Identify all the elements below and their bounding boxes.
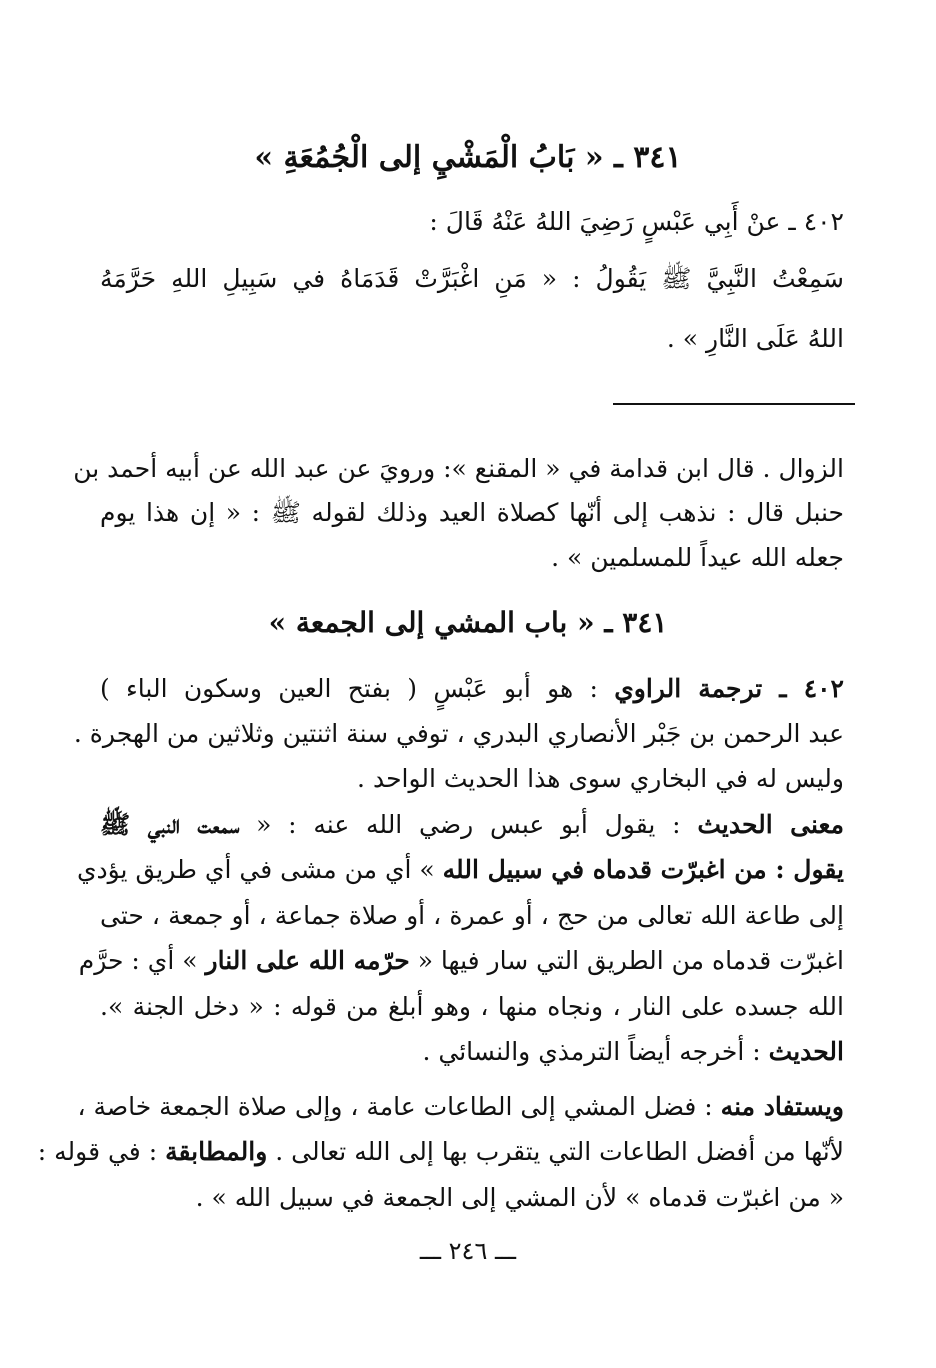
meaning-text-2: » أي من مشى في أي طريق يؤدي	[76, 855, 435, 884]
meaning-text-4c: » أي : حرَّم	[78, 946, 198, 975]
meaning-label: معنى الحديث	[697, 810, 845, 839]
benefit-line-1	[77, 1090, 844, 1124]
benefit-text: : فضل المشي إلى الطاعات عامة ، وإلى صلاة الجمعة خاصة ،	[77, 1092, 713, 1121]
benefit-line-2	[37, 1135, 844, 1169]
meaning-text-4a: اغبرّت قدماه من الطريق التي سار فيها «	[417, 946, 844, 975]
hadith-line-1: ٤٠٢ ـ عنْ أَبِي عَبْسٍ رَضِيَ اللهُ عَنْهُ قَالَ :	[429, 207, 844, 236]
meaning-text: : يقول أبو عبس رضي الله عنه : «	[256, 810, 681, 839]
meaning-line-6	[100, 1035, 844, 1069]
meaning-line-5: الله جسده على النار ، ونجاه منها ، وهو أبلغ من قوله : « دخل الجنة ».	[100, 992, 844, 1021]
hadith-source: : أخرجه أيضاً الترمذي والنسائي .	[422, 1037, 761, 1066]
meaning-line-1	[100, 808, 844, 842]
narrator-line-2: عبد الرحمن بن جَبْر الأنصاري البدري ، توفي سنة اثنتين وثلاثين من الهجرة .	[73, 719, 844, 748]
benefit-text-2c: : في قوله :	[37, 1137, 158, 1166]
commentary-heading: ٣٤١ ـ « باب المشي إلى الجمعة »	[268, 606, 668, 639]
meaning-quote-4: حرّمه الله على النار	[205, 946, 410, 975]
hadith-line-3: اللهُ عَلَى النَّارِ » .	[666, 324, 844, 353]
narrator-line-3: وليس له في البخاري سوى هذا الحديث الواحد .	[357, 764, 844, 793]
meaning-line-3: إلى طاعة الله تعالى من حج ، أو عمرة ، أو صلاة جماعة ، أو جمعة ، حتى	[100, 901, 844, 930]
meaning-line-4	[78, 944, 844, 978]
chapter-heading: ٣٤١ ـ « بَابُ الْمَشْيِ إلى الْجُمُعَةِ »	[254, 140, 682, 175]
footnote-line-1: الزوال . قال ابن قدامة في « المقنع »: ورويَ عن عبد الله عن أبيه أحمد بن	[73, 454, 844, 483]
hadith-label: الحديث	[768, 1037, 844, 1066]
narrator-text: : هو أبو عَبْسٍ ( بفتح العين وسكون الباء )	[100, 674, 598, 703]
footnote-line-2: حنبل قال : نذهب إلى أنّها كصلاة العيد وذلك لقوله ﷺ : « إن هذا يوم	[100, 498, 844, 527]
meaning-quote: سمعت النبي ﷺ	[100, 810, 240, 839]
narrator-label: ٤٠٢ ـ ترجمة الراوي	[614, 674, 844, 703]
hadith-line-2: سَمِعْتُ النَّبِيَّ ﷺ يَقُولُ : « مَنِ اغْبَرَّتْ قَدَمَاهُ في سَبِيلِ اللهِ حَرَّمَهُ	[100, 264, 844, 293]
footnote-divider	[613, 403, 855, 405]
benefit-text-2a: لأنّها من أفضل الطاعات التي يتقرب بها إلى الله تعالى .	[275, 1137, 844, 1166]
narrator-line-1	[100, 672, 844, 706]
correspondence-label: والمطابقة	[165, 1137, 268, 1166]
meaning-line-2	[76, 853, 844, 887]
benefit-line-3: « من اغبرّت قدماه » لأن المشي إلى الجمعة في سبيل الله » .	[195, 1183, 844, 1212]
footnote-line-3: جعله الله عيداً للمسلمين » .	[551, 543, 844, 572]
meaning-quote-2: يقول : من اغبرّت قدماه في سبيل الله	[442, 855, 844, 884]
page-number: ـــ ٢٤٦ ـــ	[419, 1237, 517, 1265]
benefit-label: ويستفاد منه	[720, 1092, 844, 1121]
